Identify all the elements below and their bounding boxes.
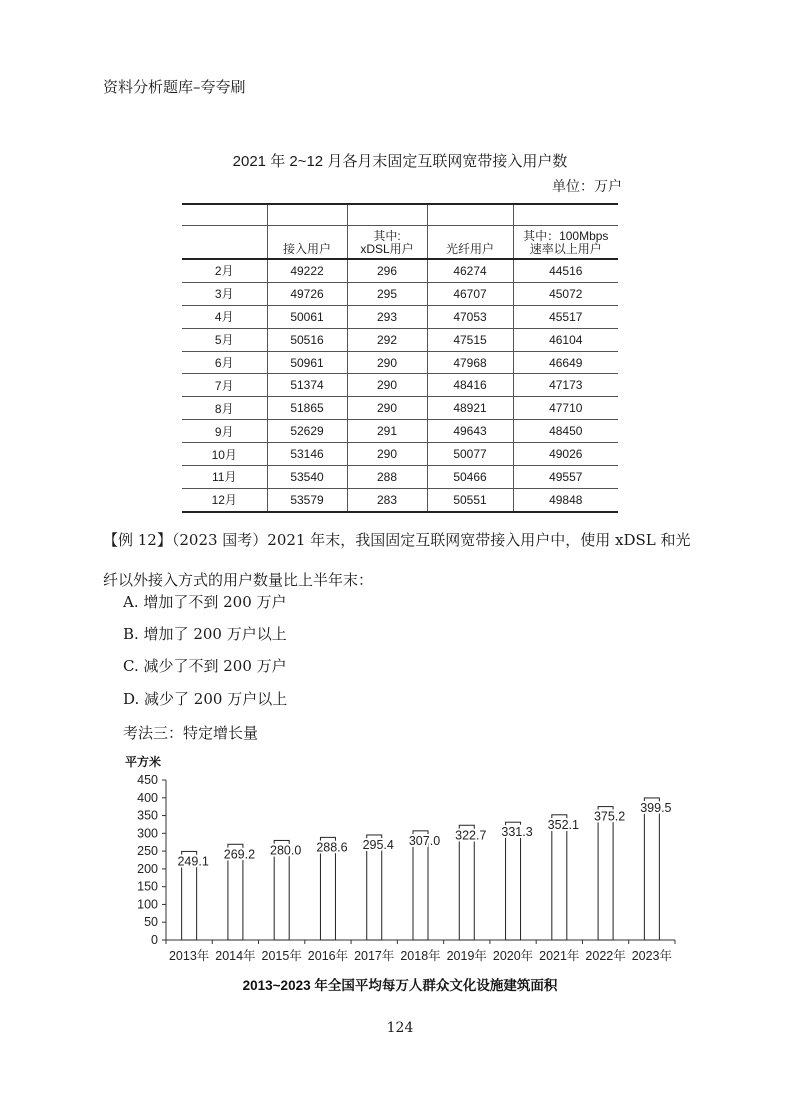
value-cell: 50961 xyxy=(267,351,347,374)
value-cell: 46707 xyxy=(427,282,513,305)
column-header xyxy=(182,226,267,260)
data-label: 331.3 xyxy=(501,825,533,840)
option-b: B. 增加了 200 万户以上 xyxy=(123,625,287,643)
value-cell: 48416 xyxy=(427,374,513,397)
table-row xyxy=(182,466,618,489)
column-header: 接入用户 xyxy=(267,226,347,260)
value-cell: 48450 xyxy=(513,420,618,443)
value-cell: 46274 xyxy=(427,259,513,282)
option-a: A. 增加了不到 200 万户 xyxy=(123,593,287,611)
value-cell: 291 xyxy=(347,420,427,443)
table-row xyxy=(182,328,618,351)
value-cell: 47053 xyxy=(427,305,513,328)
y-tick-label: 300 xyxy=(137,826,158,841)
month-cell: 12月 xyxy=(182,488,267,511)
y-tick-label: 100 xyxy=(137,897,158,912)
x-tick-label: 2013年 xyxy=(168,949,210,963)
table-unit: 单位：万户 xyxy=(552,178,622,194)
value-cell: 50466 xyxy=(427,466,513,489)
y-tick-label: 0 xyxy=(151,933,158,947)
data-label: 295.4 xyxy=(362,837,394,852)
month-cell: 11月 xyxy=(182,466,267,489)
value-cell: 296 xyxy=(347,259,427,282)
data-label: 280.0 xyxy=(270,843,302,858)
value-cell: 50551 xyxy=(427,488,513,511)
table-row xyxy=(182,259,618,282)
x-tick-label: 2021年 xyxy=(539,949,580,963)
value-cell: 49222 xyxy=(267,259,347,282)
month-cell: 5月 xyxy=(182,328,267,351)
value-cell: 50516 xyxy=(267,328,347,351)
bar xyxy=(644,798,659,940)
bar xyxy=(506,822,521,940)
data-label: 269.2 xyxy=(223,847,256,862)
option-c: C. 减少了不到 200 万户 xyxy=(123,657,287,675)
bar xyxy=(459,825,474,940)
y-tick-label: 450 xyxy=(137,773,158,787)
value-cell: 48921 xyxy=(427,397,513,420)
value-cell: 50077 xyxy=(427,443,513,466)
value-cell: 46104 xyxy=(513,328,618,351)
y-tick-label: 250 xyxy=(137,844,158,859)
table-row xyxy=(182,351,618,374)
x-tick-label: 2015年 xyxy=(261,949,302,963)
floor-area-bar-chart xyxy=(110,750,710,1000)
y-tick-label: 350 xyxy=(137,808,158,823)
data-label: 288.6 xyxy=(316,840,348,855)
value-cell: 49557 xyxy=(513,466,618,489)
data-label: 249.1 xyxy=(177,854,209,869)
value-cell: 283 xyxy=(347,488,427,511)
value-cell: 295 xyxy=(347,282,427,305)
value-cell: 292 xyxy=(347,328,427,351)
value-cell: 293 xyxy=(347,305,427,328)
y-axis-label: 平方米 xyxy=(125,755,162,769)
x-tick-label: 2019年 xyxy=(446,949,487,963)
column-header: 其中: xDSL用户 xyxy=(347,226,427,260)
month-cell: 2月 xyxy=(182,259,267,282)
column-header: 光纤用户 xyxy=(427,226,513,260)
month-cell: 10月 xyxy=(182,443,267,466)
column-header: 其中：100Mbps 速率以上用户 xyxy=(513,226,618,260)
value-cell: 47968 xyxy=(427,351,513,374)
value-cell: 51374 xyxy=(267,374,347,397)
data-label: 307.0 xyxy=(408,833,441,848)
method-label: 考法三：特定增长量 xyxy=(123,724,259,742)
table-spacer-row xyxy=(182,204,618,226)
x-tick-label: 2014年 xyxy=(215,949,256,963)
value-cell: 53146 xyxy=(267,443,347,466)
y-tick-label: 200 xyxy=(137,861,158,876)
month-cell: 9月 xyxy=(182,420,267,443)
value-cell: 47173 xyxy=(513,374,618,397)
month-cell: 8月 xyxy=(182,397,267,420)
value-cell: 49026 xyxy=(513,443,618,466)
table-row xyxy=(182,374,618,397)
table-row xyxy=(182,282,618,305)
chart-title: 2013~2023 年全国平均每万人群众文化设施建筑面积 xyxy=(242,978,558,993)
value-cell: 49726 xyxy=(267,282,347,305)
value-cell: 49848 xyxy=(513,488,618,511)
value-cell: 51865 xyxy=(267,397,347,420)
data-label: 322.7 xyxy=(455,828,487,843)
value-cell: 47515 xyxy=(427,328,513,351)
value-cell: 45517 xyxy=(513,305,618,328)
x-tick-label: 2023年 xyxy=(631,949,673,963)
table-row xyxy=(182,420,618,443)
value-cell: 50061 xyxy=(267,305,347,328)
value-cell: 49643 xyxy=(427,420,513,443)
month-cell: 7月 xyxy=(182,374,267,397)
data-label: 352.1 xyxy=(547,817,579,832)
value-cell: 46649 xyxy=(513,351,618,374)
month-cell: 3月 xyxy=(182,282,267,305)
question-text: 【例 12】（2023 国考）2021 年末，我国固定互联网宽带接入用户中，使用 xDSL 和光纤以外接入方式的用户数量比上半年末： xyxy=(103,531,691,589)
table-row xyxy=(182,305,618,328)
data-label: 399.5 xyxy=(640,800,672,815)
value-cell: 45072 xyxy=(513,282,618,305)
x-tick-label: 2018年 xyxy=(400,949,441,963)
x-tick-label: 2017年 xyxy=(354,949,395,963)
x-tick-label: 2022年 xyxy=(585,949,626,963)
x-tick-label: 2016年 xyxy=(307,949,349,963)
month-cell: 6月 xyxy=(182,351,267,374)
table-header-row xyxy=(182,226,618,260)
value-cell: 290 xyxy=(347,374,427,397)
value-cell: 290 xyxy=(347,397,427,420)
table-row xyxy=(182,488,618,511)
value-cell: 44516 xyxy=(513,259,618,282)
page-header: 资料分析题库–夸夸刷 xyxy=(103,78,246,96)
value-cell: 290 xyxy=(347,443,427,466)
y-tick-label: 150 xyxy=(137,879,158,894)
value-cell: 47710 xyxy=(513,397,618,420)
data-label: 375.2 xyxy=(593,809,626,824)
option-d: D. 减少了 200 万户以上 xyxy=(123,690,288,708)
value-cell: 288 xyxy=(347,466,427,489)
value-cell: 290 xyxy=(347,351,427,374)
value-cell: 53579 xyxy=(267,488,347,511)
y-tick-label: 50 xyxy=(144,915,158,930)
broadband-users-table xyxy=(182,203,618,513)
table-row xyxy=(182,443,618,466)
table-row xyxy=(182,397,618,420)
month-cell: 4月 xyxy=(182,305,267,328)
value-cell: 53540 xyxy=(267,466,347,489)
page-number: 124 xyxy=(386,1020,414,1036)
bar xyxy=(552,815,567,940)
x-tick-label: 2020年 xyxy=(492,949,534,963)
y-tick-label: 400 xyxy=(137,790,158,805)
value-cell: 52629 xyxy=(267,420,347,443)
bar xyxy=(598,807,613,940)
table-title: 2021 年 2~12 月各月末固定互联网宽带接入用户数 xyxy=(232,153,568,170)
